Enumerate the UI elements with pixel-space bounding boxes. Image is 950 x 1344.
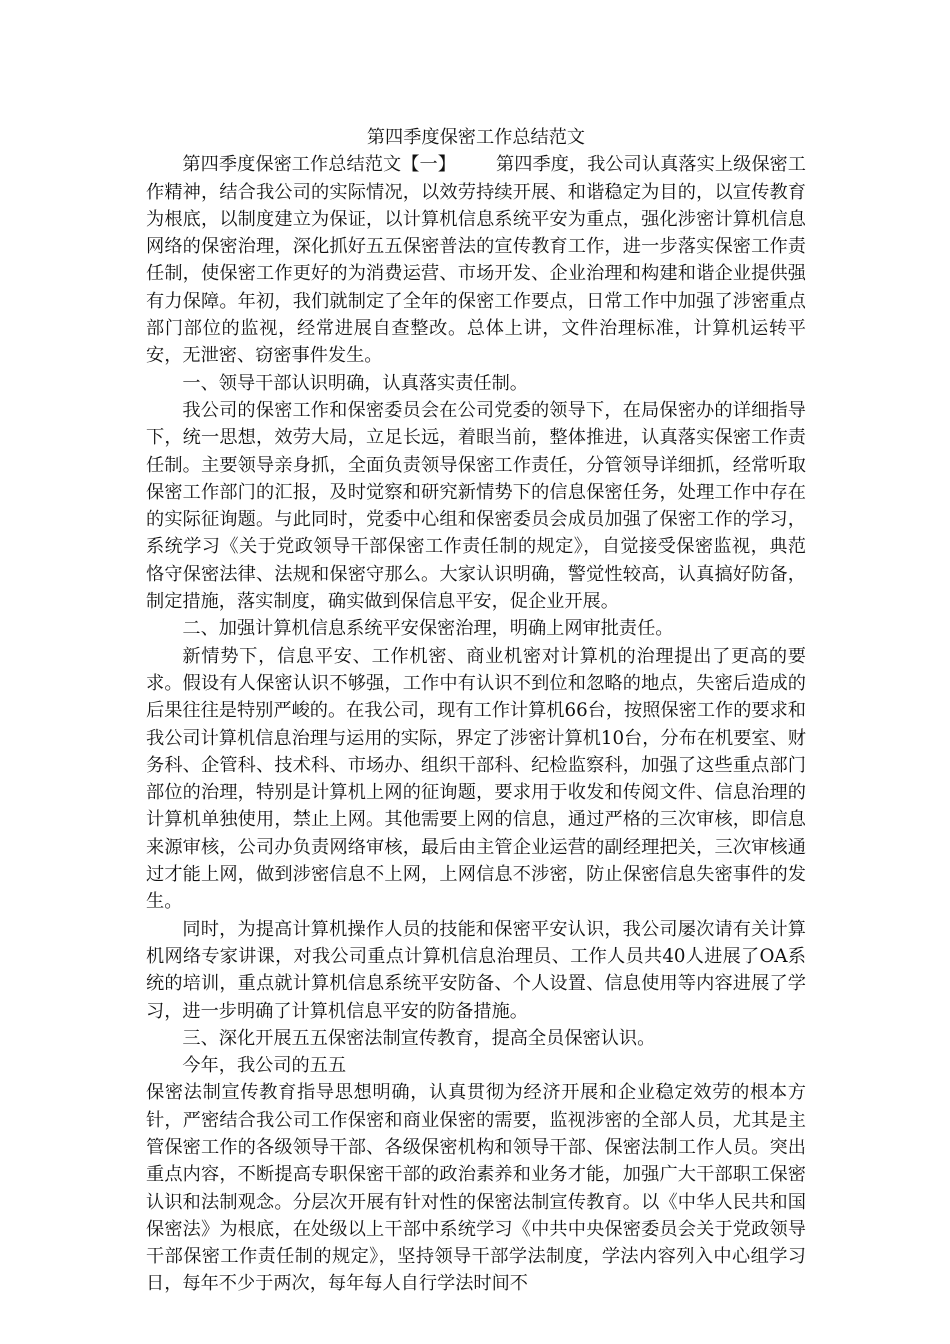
section1-heading: 一、领导干部认识明确，认真落实责任制。 xyxy=(182,372,528,394)
section2-heading: 二、加强计算机信息系统平安保密治理，明确上网审批责任。 xyxy=(182,618,674,640)
section3-intro: 今年，我公司的五五 xyxy=(182,1055,347,1077)
lead-heading: 第四季度保密工作总结范文【一】 xyxy=(182,154,456,176)
lead-paragraph xyxy=(146,151,806,369)
section2-body-1: 新情势下，信息平安、工作机密、商业机密对计算机的治理提出了更高的要求。假设有人保密认识不够强，工作中有认识不到位和忽略的地点，失密后造成的后果往往是特别严峻的。在我公司，现有工作计算机66台，按照保密工作的要求和我公司计算机信息治理与运用的实际，界定了涉密计算机10台，分布在机要室、财务科、企管科、技术科、市场办、组织干部科、纪检监察科，加强了这些重点部门部位的治理，特别是计算机上网的征询题，要求用于收发和传阅文件、信息治理的计算机单独使用，禁止上网。其他需要上网的信息，通过严格的三次审核，即信息来源审核，公司办负责网络审核，最后由主管企业运营的副经理把关，三次审核通过才能上网，做到涉密信息不上网，上网信息不涉密，防止保密信息失密事件的发生。 xyxy=(146,645,806,913)
section3-heading: 三、深化开展五五保密法制宣传教育，提高全员保密认识。 xyxy=(182,1027,656,1049)
document-page xyxy=(146,124,806,1298)
lead-body: 第四季度，我公司认真落实上级保密工作精神，结合我公司的实际情况，以效劳持续开展、和谐稳定为目的，以宣传教育为根底，以制度建立为保证，以计算机信息系统平安为重点，强化涉密计算机信息网络的保密治理，深化抓好五五保密普法的宣传教育工作，进一步落实保密工作责任制，使保密工作更好的为消费运营、市场开发、企业治理和构建和谐企业提供强有力保障。年初，我们就制定了全年的保密工作要点，日常工作中加强了涉密重点部门部位的监视，经常进展自查整改。总体上讲，文件治理标准，计算机运转平安，无泄密、窃密事件发生。 xyxy=(146,154,806,367)
section1-body: 我公司的保密工作和保密委员会在公司党委的领导下，在局保密办的详细指导下，统一思想，效劳大局，立足长远，着眼当前，整体推进，认真落实保密工作责任制。主要领导亲身抓，全面负责领导保密工作责任，分管领导详细抓，经常听取保密工作部门的汇报，及时觉察和研究新情势下的信息保密任务，处理工作中存在的实际征询题。与此同时，党委中心组和保密委员会成员加强了保密工作的学习，系统学习《关于党政领导干部保密工作责任制的规定》，自觉接受保密监视，典范恪守保密法律、法规和保密守那么。大家认识明确，警觉性较高，认真搞好防备，制定措施，落实制度，确实做到保信息平安，促企业开展。 xyxy=(146,399,806,613)
section3-body: 保密法制宣传教育指导思想明确，认真贯彻为经济开展和企业稳定效劳的根本方针，严密结合我公司工作保密和商业保密的需要，监视涉密的全部人员，尤其是主管保密工作的各级领导干部、各级保密机构和领导干部、保密法制工作人员。突出重点内容，不断提高专职保密干部的政治素养和业务才能，加强广大干部职工保密认识和法制观念。分层次开展有针对性的保密法制宣传教育。以《中华人民共和国保密法》为根底，在处级以上干部中系统学习《中共中央保密委员会关于党政领导干部保密工作责任制的规定》，坚持领导干部学法制度，学法内容列入中心组学习日，每年不少于两次，每年每人自行学法时间不 xyxy=(146,1082,806,1295)
section2-body-2: 同时，为提高计算机操作人员的技能和保密平安认识，我公司屡次请有关计算机网络专家讲课，对我公司重点计算机信息治理员、工作人员共40人进展了OA系统的培训，重点就计算机信息系统平安防备、个人设置、信息使用等内容进展了学习，进一步明确了计算机信息平安的防备措施。 xyxy=(146,918,806,1022)
document-title: 第四季度保密工作总结范文 xyxy=(366,127,586,148)
